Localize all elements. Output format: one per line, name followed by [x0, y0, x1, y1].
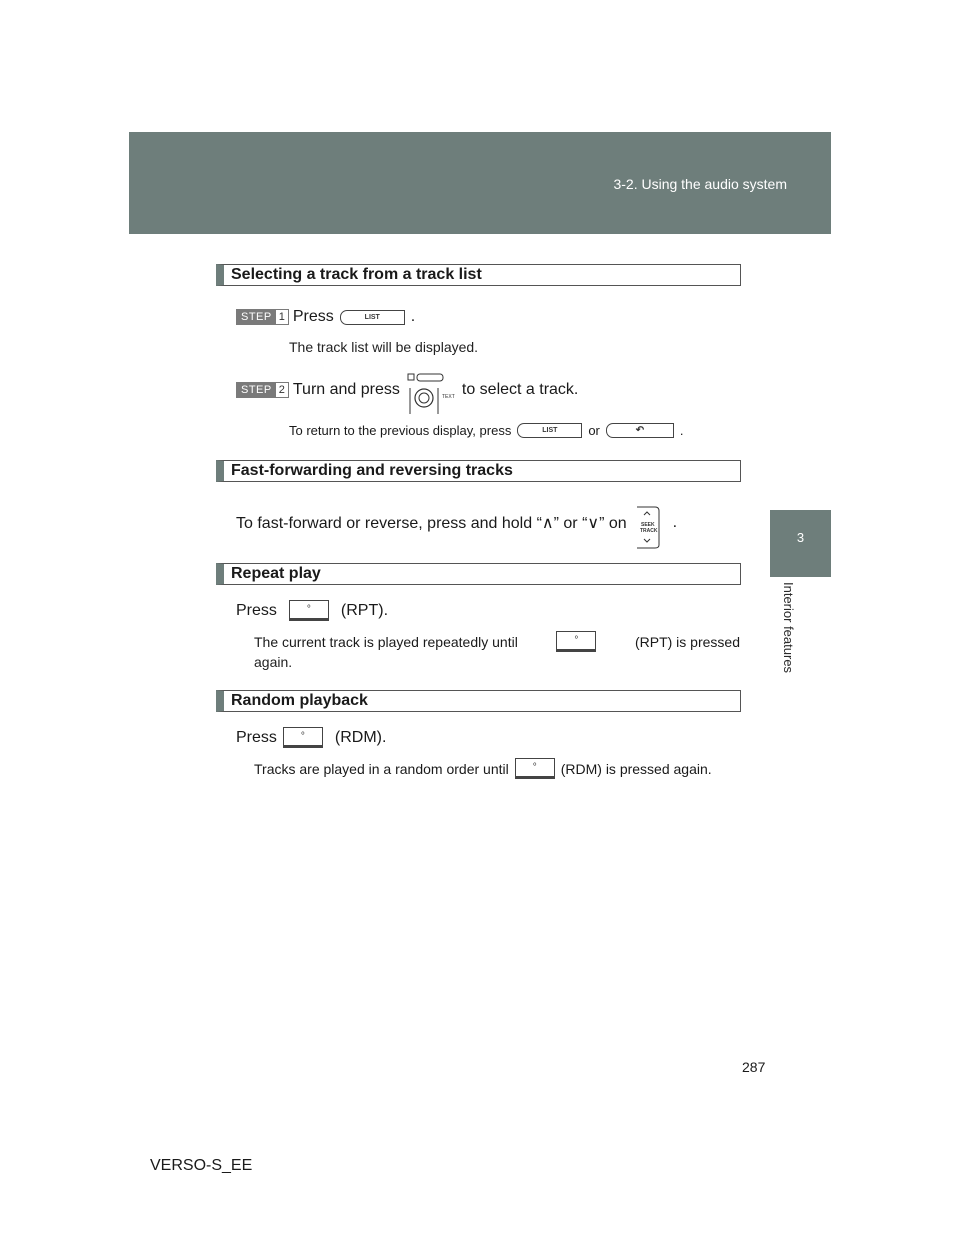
section-heading-track-list: Selecting a track from a track list: [216, 264, 741, 286]
list-button-icon: LIST: [340, 310, 405, 325]
tune-knob-icon: [406, 372, 456, 408]
chapter-header-band: [129, 132, 831, 234]
repeat-note-line1: The current track is played repeatedly until ° (RPT) is pressed: [254, 631, 740, 652]
fast-forward-text: To fast-forward or reverse, press and hold “∧” or “∨” on: [236, 515, 627, 532]
repeat-row: Press ° (RPT).: [236, 600, 388, 621]
step2-text-after: to select a track.: [461, 381, 579, 398]
section-heading-fast-forward: Fast-forwarding and reversing tracks: [216, 460, 741, 482]
section-heading-repeat: Repeat play: [216, 563, 741, 585]
random-row: Press ° (RDM).: [236, 727, 386, 748]
repeat-note-line2: again.: [254, 654, 293, 670]
seek-track-button-icon: [633, 505, 661, 541]
chapter-side-label: Interior features: [781, 582, 796, 674]
rpt-button-icon-2: °: [556, 631, 596, 652]
step1-text: Press: [292, 308, 334, 325]
fast-forward-row: To fast-forward or reverse, press and hold “∧” or “∨” on SEEK TRACK .: [236, 505, 677, 541]
footer-model-code: VERSO-S_EE: [150, 1157, 253, 1174]
svg-text:SEEK: SEEK: [640, 522, 655, 528]
step2-note: To return to the previous display, press LIST or ↶ .: [289, 423, 684, 438]
chapter-title: 3-2. Using the audio system: [613, 176, 787, 192]
page-number: 287: [742, 1059, 766, 1075]
svg-text:TEXT: TEXT: [441, 394, 455, 400]
step2-row: [236, 372, 578, 408]
chapter-number-tab: 3: [770, 510, 831, 577]
svg-text:TRACK: TRACK: [639, 528, 658, 534]
rdm-button-icon-2: °: [515, 758, 555, 779]
section-heading-random: Random playback: [216, 690, 741, 712]
step2-text: Turn and press: [292, 381, 400, 398]
rpt-button-icon: °: [289, 600, 329, 621]
random-note: Tracks are played in a random order until ° (RDM) is pressed again.: [254, 758, 712, 779]
step1-note: The track list will be displayed.: [289, 339, 479, 355]
step1-row: STEP 1 Press LIST .: [236, 308, 415, 326]
rdm-button-icon: °: [283, 727, 323, 748]
list-button-icon-2: LIST: [517, 423, 582, 438]
step2-badge: STEP 2: [236, 382, 289, 398]
step1-badge: STEP 1: [236, 309, 289, 325]
back-button-icon: ↶: [606, 423, 674, 438]
